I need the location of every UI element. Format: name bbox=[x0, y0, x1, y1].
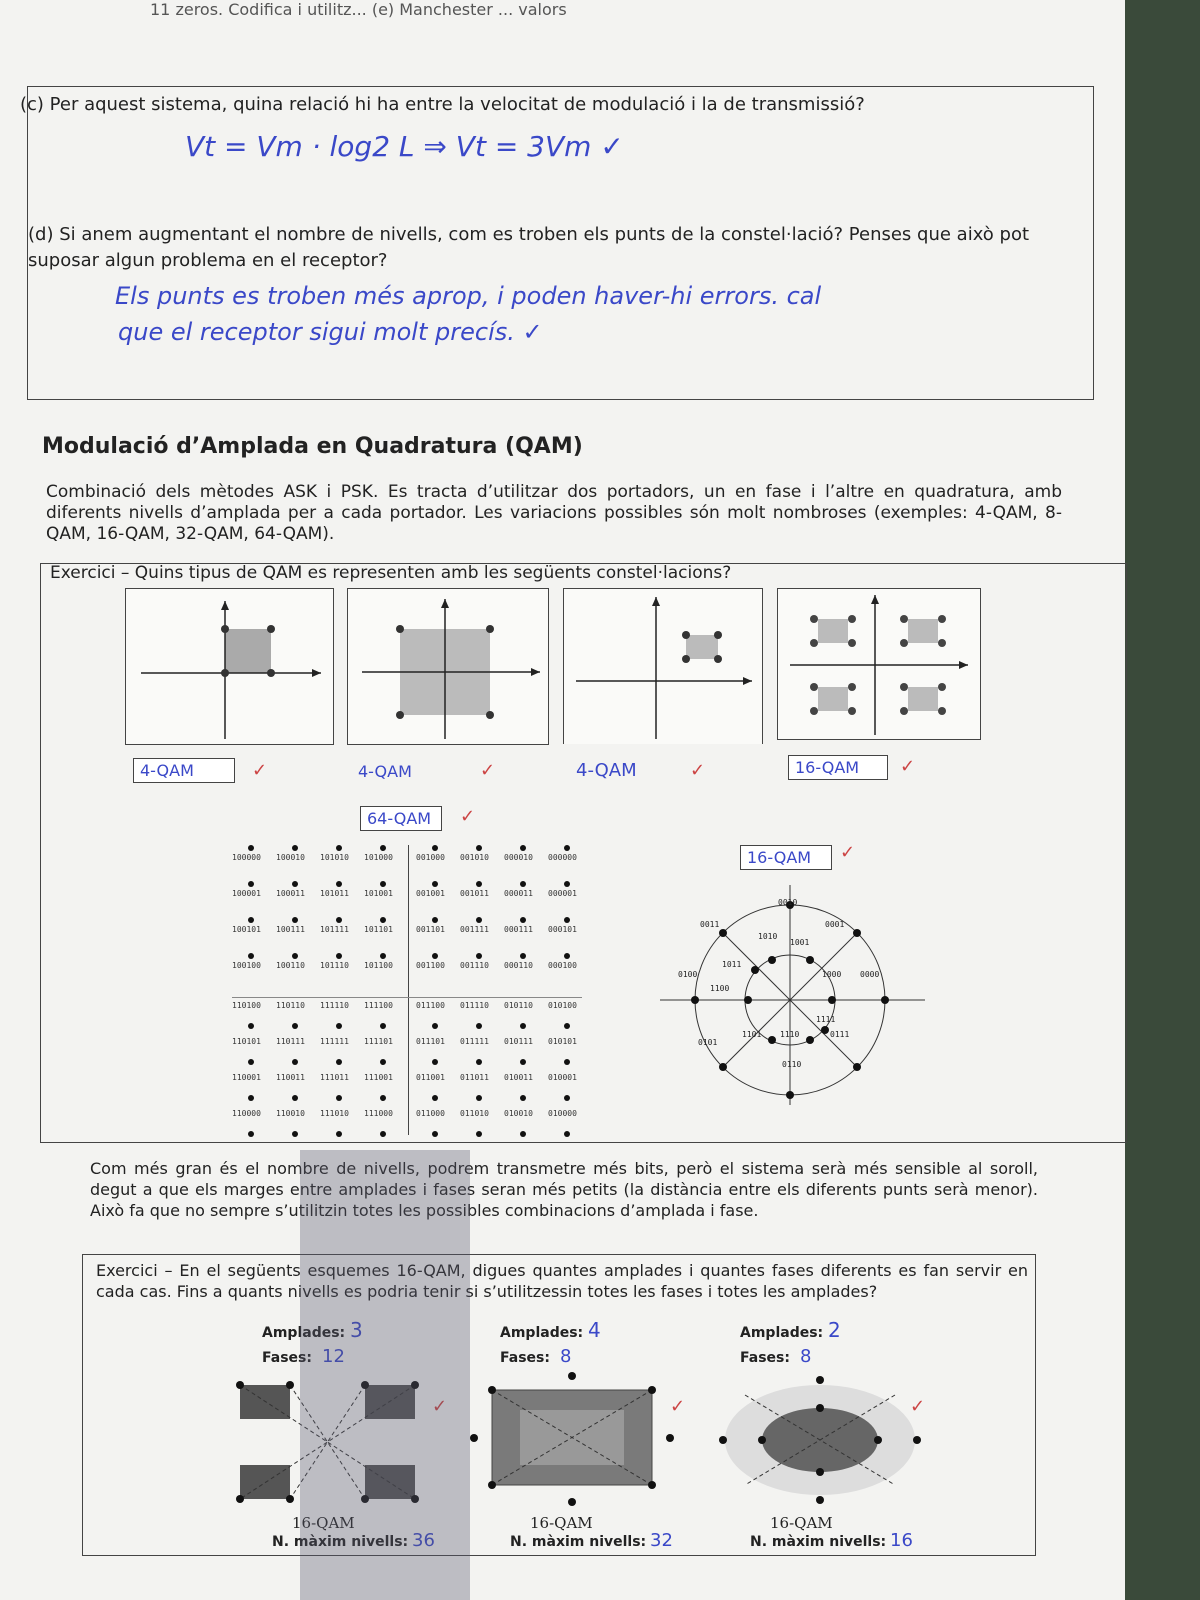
constellation-point bbox=[380, 845, 386, 851]
constellation-point bbox=[380, 1023, 386, 1029]
constellation-point bbox=[336, 1131, 342, 1137]
constellation-point bbox=[520, 1095, 526, 1101]
scheme-caption: 16-QAM bbox=[292, 1514, 355, 1532]
constellation-point bbox=[432, 1095, 438, 1101]
fases-label: Fases: bbox=[740, 1350, 790, 1366]
point-code: 111000 bbox=[364, 1109, 393, 1118]
constellation-point bbox=[564, 1059, 570, 1065]
point-code: 000101 bbox=[548, 925, 577, 934]
qam16-circular bbox=[660, 880, 930, 1110]
point-code: 010101 bbox=[548, 1037, 577, 1046]
check-mark: ✓ bbox=[432, 1396, 448, 1417]
constellation-point bbox=[476, 953, 482, 959]
constellation-point bbox=[520, 953, 526, 959]
qam64-haxis bbox=[232, 997, 582, 998]
point-code: 110000 bbox=[232, 1109, 261, 1118]
max-levels-answer: 36 bbox=[412, 1530, 435, 1551]
constellation-2-svg bbox=[348, 589, 548, 744]
point-code: 111110 bbox=[320, 1001, 349, 1010]
point-code: 001000 bbox=[416, 853, 445, 862]
point-code: 011110 bbox=[460, 1001, 489, 1010]
answer-d-line2: que el receptor sigui molt precís. ✓ bbox=[118, 318, 543, 346]
point-code: 111111 bbox=[320, 1037, 349, 1046]
point-code: 100111 bbox=[276, 925, 305, 934]
constellation-point bbox=[292, 1023, 298, 1029]
point-code: 110111 bbox=[276, 1037, 305, 1046]
qam64-diagram bbox=[232, 845, 592, 1135]
constellation-point bbox=[476, 1131, 482, 1137]
constellation-point bbox=[380, 1095, 386, 1101]
check-1: ✓ bbox=[252, 760, 268, 781]
point-code: 000010 bbox=[504, 853, 533, 862]
constellation-point bbox=[248, 1095, 254, 1101]
constellation-point bbox=[336, 1023, 342, 1029]
qam64-vaxis bbox=[408, 845, 409, 1135]
constellation-2 bbox=[347, 588, 549, 745]
constellation-point bbox=[248, 953, 254, 959]
constellation-point bbox=[476, 1059, 482, 1065]
check-3: ✓ bbox=[690, 760, 706, 781]
point-code: 0111 bbox=[830, 1030, 850, 1039]
max-levels-label: N. màxim nivells: bbox=[750, 1534, 887, 1550]
constellation-3 bbox=[563, 588, 763, 744]
fases-label: Fases: bbox=[500, 1350, 550, 1366]
constellation-point bbox=[248, 1131, 254, 1137]
constellation-point bbox=[564, 845, 570, 851]
point-code: 000000 bbox=[548, 853, 577, 862]
point-code: 111010 bbox=[320, 1109, 349, 1118]
point-code: 001110 bbox=[460, 961, 489, 970]
point-code: 101111 bbox=[320, 925, 349, 934]
constellation-point bbox=[564, 1095, 570, 1101]
constellation-point bbox=[432, 881, 438, 887]
answer-box-2: 4-QAM bbox=[358, 762, 412, 781]
exercise1-title: Exercici – Quins tipus de QAM es representen amb les següents constel·lacions? bbox=[50, 563, 732, 583]
answer-box-4: 16-QAM bbox=[788, 755, 888, 780]
point-code: 010001 bbox=[548, 1073, 577, 1082]
point-code: 111101 bbox=[364, 1037, 393, 1046]
constellation-point bbox=[432, 1131, 438, 1137]
amplades-answer: 3 bbox=[350, 1318, 363, 1342]
constellation-1-svg bbox=[126, 589, 333, 744]
constellation-point bbox=[476, 845, 482, 851]
point-code: 001111 bbox=[460, 925, 489, 934]
amplades-answer: 4 bbox=[588, 1318, 601, 1342]
point-code: 100101 bbox=[232, 925, 261, 934]
constellation-point bbox=[336, 953, 342, 959]
point-code: 101010 bbox=[320, 853, 349, 862]
max-levels-answer: 16 bbox=[890, 1530, 913, 1551]
point-code: 100110 bbox=[276, 961, 305, 970]
constellation-point bbox=[336, 881, 342, 887]
scheme-caption: 16-QAM bbox=[770, 1514, 833, 1532]
point-code: 110100 bbox=[232, 1001, 261, 1010]
point-code: 010011 bbox=[504, 1073, 533, 1082]
point-code: 011111 bbox=[460, 1037, 489, 1046]
constellation-point bbox=[520, 1059, 526, 1065]
point-code: 1011 bbox=[722, 960, 742, 969]
answer-d-line1: Els punts es troben més aprop, i poden haver-hi errors. cal bbox=[115, 282, 822, 310]
constellation-point bbox=[336, 1095, 342, 1101]
answer-box-3: 4-QAM bbox=[576, 760, 637, 781]
constellation-point bbox=[432, 953, 438, 959]
point-code: 0001 bbox=[825, 920, 845, 929]
point-code: 010010 bbox=[504, 1109, 533, 1118]
constellation-point bbox=[432, 1023, 438, 1029]
constellation-point bbox=[292, 917, 298, 923]
fases-answer: 12 bbox=[322, 1346, 345, 1367]
point-code: 000001 bbox=[548, 889, 577, 898]
constellation-point bbox=[432, 845, 438, 851]
constellation-point bbox=[380, 881, 386, 887]
section-intro: Combinació dels mètodes ASK i PSK. Es tracta d’utilitzar dos portadors, un en fase i l’altre en quadratura, amb diferents nivells d’amplada per a cada portador. Les variacions possibles són molt nombroses (exemples: 4-QAM, 8-QAM, 16-QAM, 32-QAM, 64-QAM). bbox=[46, 482, 1062, 544]
constellation-point bbox=[380, 1131, 386, 1137]
scheme-caption: 16-QAM bbox=[530, 1514, 593, 1532]
fases-label: Fases: bbox=[262, 1350, 312, 1366]
constellation-point bbox=[520, 917, 526, 923]
constellation-point bbox=[520, 845, 526, 851]
answer-box-16b: 16-QAM bbox=[740, 845, 832, 870]
point-code: 001011 bbox=[460, 889, 489, 898]
amplades-label: Amplades: bbox=[262, 1325, 346, 1341]
point-code: 0110 bbox=[782, 1060, 802, 1069]
point-code: 011001 bbox=[416, 1073, 445, 1082]
point-code: 110010 bbox=[276, 1109, 305, 1118]
constellation-point bbox=[248, 917, 254, 923]
point-code: 010000 bbox=[548, 1109, 577, 1118]
point-code: 110011 bbox=[276, 1073, 305, 1082]
constellation-point bbox=[564, 1131, 570, 1137]
constellation-point bbox=[520, 1131, 526, 1137]
point-code: 100010 bbox=[276, 853, 305, 862]
point-code: 100100 bbox=[232, 961, 261, 970]
question-c: (c) Per aquest sistema, quina relació hi ha entre la velocitat de modulació i la de transmissió? bbox=[20, 94, 865, 115]
constellation-point bbox=[564, 1023, 570, 1029]
constellation-point bbox=[292, 1095, 298, 1101]
constellation-point bbox=[564, 917, 570, 923]
check-16b: ✓ bbox=[840, 842, 856, 863]
constellation-3-svg bbox=[564, 589, 762, 744]
background-edge bbox=[1125, 0, 1200, 1600]
point-code: 010110 bbox=[504, 1001, 533, 1010]
constellation-4-svg bbox=[778, 589, 980, 739]
answer-box-64: 64-QAM bbox=[360, 806, 442, 831]
point-code: 010100 bbox=[548, 1001, 577, 1010]
max-levels-label: N. màxim nivells: bbox=[272, 1534, 409, 1550]
point-code: 111001 bbox=[364, 1073, 393, 1082]
point-code: 101110 bbox=[320, 961, 349, 970]
constellation-point bbox=[476, 881, 482, 887]
constellation-point bbox=[336, 917, 342, 923]
point-code: 110101 bbox=[232, 1037, 261, 1046]
constellation-point bbox=[380, 1059, 386, 1065]
point-code: 1100 bbox=[710, 984, 730, 993]
point-code: 111100 bbox=[364, 1001, 393, 1010]
point-code: 100000 bbox=[232, 853, 261, 862]
point-code: 0100 bbox=[678, 970, 698, 979]
point-code: 000110 bbox=[504, 961, 533, 970]
point-code: 1001 bbox=[790, 938, 810, 947]
scheme-2 bbox=[470, 1370, 680, 1510]
constellation-point bbox=[292, 1131, 298, 1137]
point-code: 001100 bbox=[416, 961, 445, 970]
constellation-point bbox=[336, 1059, 342, 1065]
constellation-point bbox=[248, 845, 254, 851]
point-code: 101101 bbox=[364, 925, 393, 934]
constellation-4 bbox=[777, 588, 981, 740]
point-code: 1101 bbox=[742, 1030, 762, 1039]
constellation-point bbox=[292, 845, 298, 851]
point-code: 0000 bbox=[860, 970, 880, 979]
point-code: 001101 bbox=[416, 925, 445, 934]
constellation-point bbox=[564, 881, 570, 887]
point-code: 110001 bbox=[232, 1073, 261, 1082]
constellation-point bbox=[292, 1059, 298, 1065]
top-fragment: 11 zeros. Codifica i utilitz... (e) Manchester ... valors bbox=[150, 0, 567, 19]
check-4: ✓ bbox=[900, 756, 916, 777]
fases-answer: 8 bbox=[800, 1346, 812, 1367]
constellation-point bbox=[476, 1023, 482, 1029]
fases-answer: 8 bbox=[560, 1346, 572, 1367]
constellation-point bbox=[380, 917, 386, 923]
constellation-point bbox=[292, 953, 298, 959]
qam16-circular-svg bbox=[660, 880, 930, 1110]
constellation-1 bbox=[125, 588, 334, 745]
point-code: 1110 bbox=[780, 1030, 800, 1039]
constellation-point bbox=[432, 1059, 438, 1065]
answer-c: Vt = Vm · log2 L ⇒ Vt = 3Vm ✓ bbox=[185, 130, 624, 163]
check-2: ✓ bbox=[480, 760, 496, 781]
constellation-point bbox=[336, 845, 342, 851]
constellation-point bbox=[564, 953, 570, 959]
point-code: 010111 bbox=[504, 1037, 533, 1046]
constellation-point bbox=[292, 881, 298, 887]
point-code: 0010 bbox=[778, 898, 798, 907]
scheme-3 bbox=[715, 1370, 925, 1510]
check-mark: ✓ bbox=[670, 1396, 686, 1417]
point-code: 000111 bbox=[504, 925, 533, 934]
max-levels-label: N. màxim nivells: bbox=[510, 1534, 647, 1550]
exercise2-title: Exercici – En el següents esquemes 16-QAM, digues quantes amplades i quantes fases diferents es fan servir en cada cas. Fins a quants nivells es podria tenir si s’utilitzessin totes les fases i totes les amplades? bbox=[96, 1261, 1028, 1301]
point-code: 100001 bbox=[232, 889, 261, 898]
constellation-point bbox=[520, 881, 526, 887]
question-d: (d) Si anem augmentant el nombre de nivells, com es troben els punts de la constel·lació? Penses que això pot suposar algun problema en el receptor? bbox=[28, 224, 1030, 271]
point-code: 101001 bbox=[364, 889, 393, 898]
point-code: 1010 bbox=[758, 932, 778, 941]
constellation-point bbox=[248, 881, 254, 887]
point-code: 111011 bbox=[320, 1073, 349, 1082]
amplades-label: Amplades: bbox=[740, 1325, 824, 1341]
point-code: 011101 bbox=[416, 1037, 445, 1046]
point-code: 100011 bbox=[276, 889, 305, 898]
check-64: ✓ bbox=[460, 806, 476, 827]
constellation-point bbox=[520, 1023, 526, 1029]
answer-box-1: 4-QAM bbox=[133, 758, 235, 783]
constellation-point bbox=[476, 1095, 482, 1101]
point-code: 011010 bbox=[460, 1109, 489, 1118]
point-code: 011000 bbox=[416, 1109, 445, 1118]
amplades-label: Amplades: bbox=[500, 1325, 584, 1341]
point-code: 001010 bbox=[460, 853, 489, 862]
point-code: 001001 bbox=[416, 889, 445, 898]
max-levels-answer: 32 bbox=[650, 1530, 673, 1551]
point-code: 101011 bbox=[320, 889, 349, 898]
check-mark: ✓ bbox=[910, 1396, 926, 1417]
section-title: Modulació d’Amplada en Quadratura (QAM) bbox=[42, 434, 583, 459]
point-code: 011100 bbox=[416, 1001, 445, 1010]
constellation-point bbox=[248, 1023, 254, 1029]
point-code: 101000 bbox=[364, 853, 393, 862]
point-code: 1000 bbox=[822, 970, 842, 979]
point-code: 110110 bbox=[276, 1001, 305, 1010]
constellation-point bbox=[248, 1059, 254, 1065]
point-code: 101100 bbox=[364, 961, 393, 970]
point-code: 1111 bbox=[816, 1015, 836, 1024]
point-code: 000011 bbox=[504, 889, 533, 898]
hand-shadow bbox=[300, 1150, 470, 1600]
point-code: 0011 bbox=[700, 920, 720, 929]
amplades-answer: 2 bbox=[828, 1318, 841, 1342]
point-code: 011011 bbox=[460, 1073, 489, 1082]
point-code: 0101 bbox=[698, 1038, 718, 1047]
constellation-point bbox=[380, 953, 386, 959]
constellation-point bbox=[476, 917, 482, 923]
point-code: 000100 bbox=[548, 961, 577, 970]
constellation-point bbox=[432, 917, 438, 923]
conclusion: Com més gran és el nombre de nivells, podrem transmetre més bits, però el sistema serà més sensible al soroll, degut a que els marges entre amplades i fases seran més petits (la distància entre els diferents punts serà menor). Això fa que no sempre s’utilitzin totes les possibles combinacions d’amplada i fase. bbox=[90, 1159, 1038, 1220]
